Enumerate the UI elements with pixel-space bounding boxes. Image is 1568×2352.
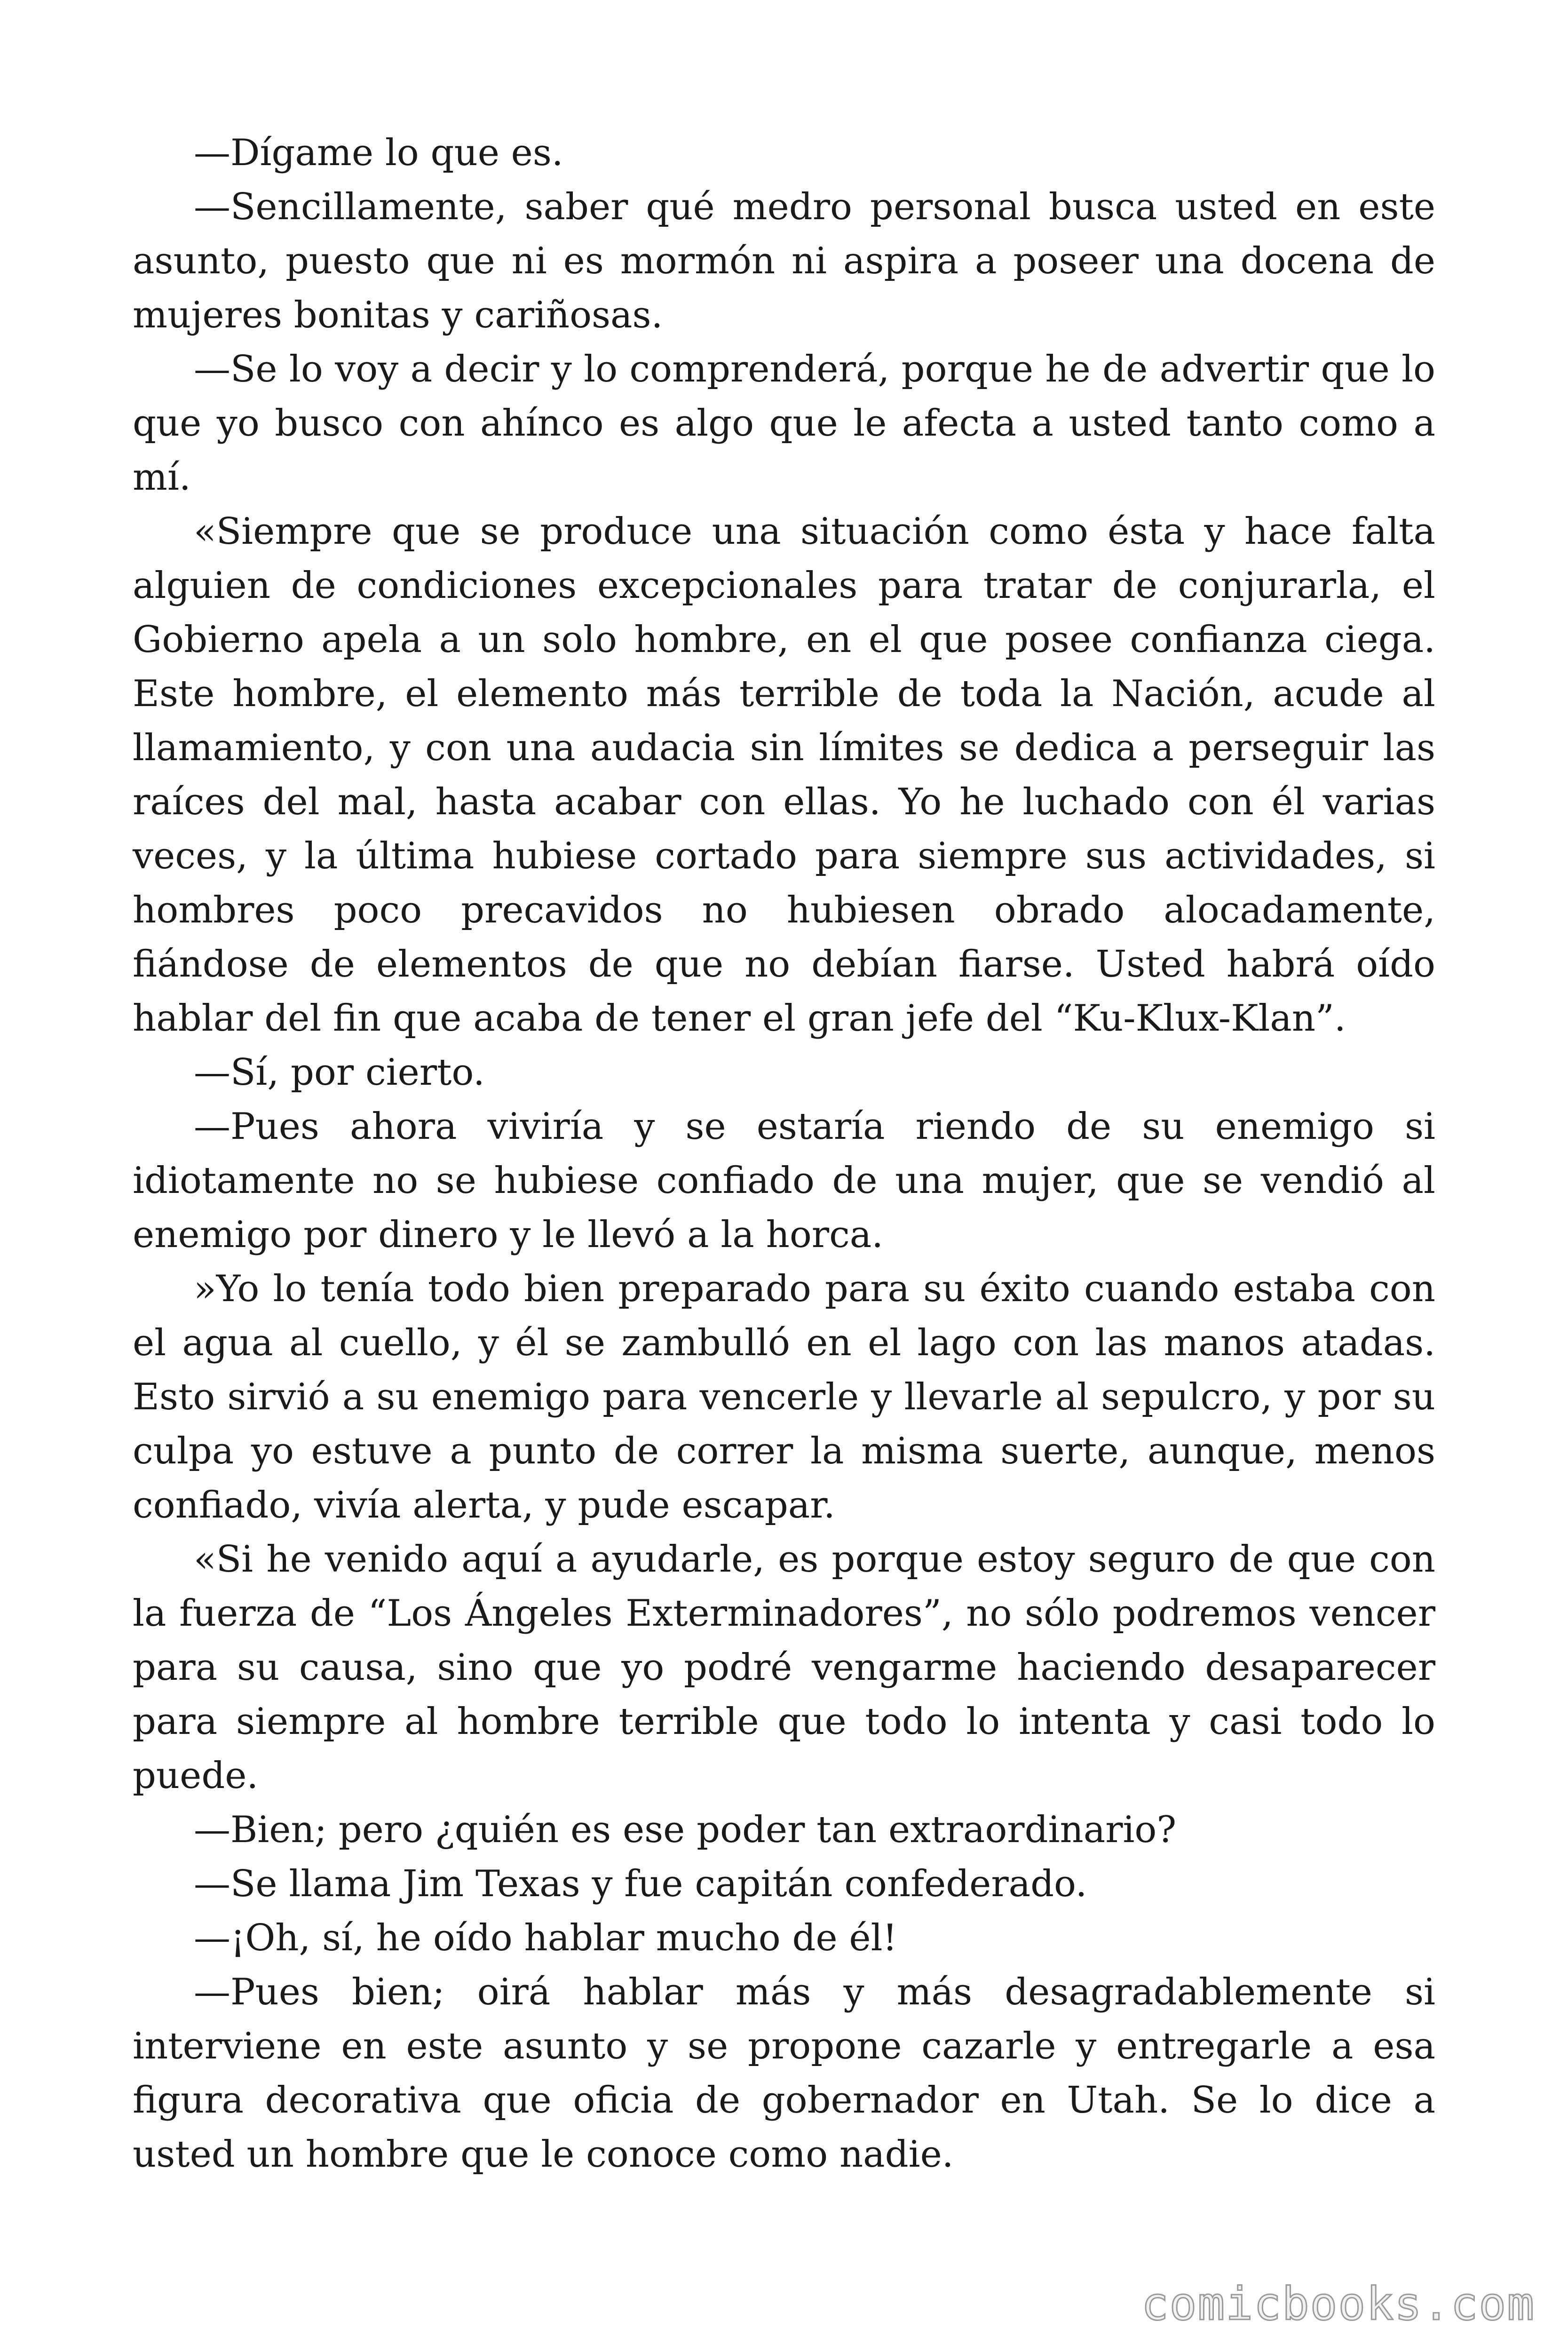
paragraph: —Sencillamente, saber qué medro personal busca usted en este asunto, puesto que ni es mormón ni aspira a poseer una docena de mujeres bonitas y cariñosas. xyxy=(133,186,1435,336)
paragraph: —Bien; pero ¿quién es ese poder tan extraordinario? xyxy=(194,1809,1177,1851)
paragraph: —Pues bien; oirá hablar más y más desagradablemente si interviene en este asunto y se propone cazarle y entregarle a esa figura decorativa que oficia de gobernador en Utah. Se lo dice a usted un hombre que le conoce como nadie. xyxy=(133,1971,1435,2176)
paragraph: —Pues ahora viviría y se estaría riendo de su enemigo si idiotamente no se hubiese confiado de una mujer, que se vendió al enemigo por dinero y le llevó a la horca. xyxy=(133,1105,1435,1256)
paragraph: «Si he venido aquí a ayudarle, es porque estoy seguro de que con la fuerza de “Los Ángeles Exterminadores”, no sólo podremos vencer para su causa, sino que yo podré vengarme haciendo desaparecer para siempre al hombre terrible que todo lo intenta y casi todo lo puede. xyxy=(133,1538,1435,1797)
site-watermark: comicbooks.com xyxy=(1141,2278,1535,2330)
paragraph: »Yo lo tenía todo bien preparado para su éxito cuando estaba con el agua al cuello, y él se zambulló en el lago con las manos atadas. Esto sirvió a su enemigo para vencerle y llevarle al sepulcro, y por su culpa yo estuve a punto de correr la misma suerte, aunque, menos confiado, vivía alerta, y pude escapar. xyxy=(133,1268,1435,1526)
paragraph: —Sí, por cierto. xyxy=(194,1051,485,1094)
paragraph: —Se llama Jim Texas y fue capitán confederado. xyxy=(194,1863,1087,1905)
paragraph: —Dígame lo que es. xyxy=(194,132,563,174)
paragraph: —Se lo voy a decir y lo comprenderá, porque he de advertir que lo que yo busco con ahínco es algo que le afecta a usted tanto como a mí. xyxy=(133,348,1435,499)
page-text xyxy=(133,126,1435,2182)
paragraph: «Siempre que se produce una situación como ésta y hace falta alguien de condiciones excepcionales para tratar de conjurarla, el Gobierno apela a un solo hombre, en el que posee confianza ciega. Este hombre, el elemento más terrible de toda la Nación, acude al llamamiento, y con una audacia sin límites se dedica a perseguir las raíces del mal, hasta acabar con ellas. Yo he luchado con él varias veces, y la última hubiese cortado para siempre sus actividades, si hombres poco precavidos no hubiesen obrado alocadamente, fiándose de elementos de que no debían fiarse. Usted habrá oído hablar del fin que acaba de tener el gran jefe del “Ku-Klux-Klan”. xyxy=(133,510,1435,1040)
paragraph: —¡Oh, sí, he oído hablar mucho de él! xyxy=(194,1917,897,1959)
